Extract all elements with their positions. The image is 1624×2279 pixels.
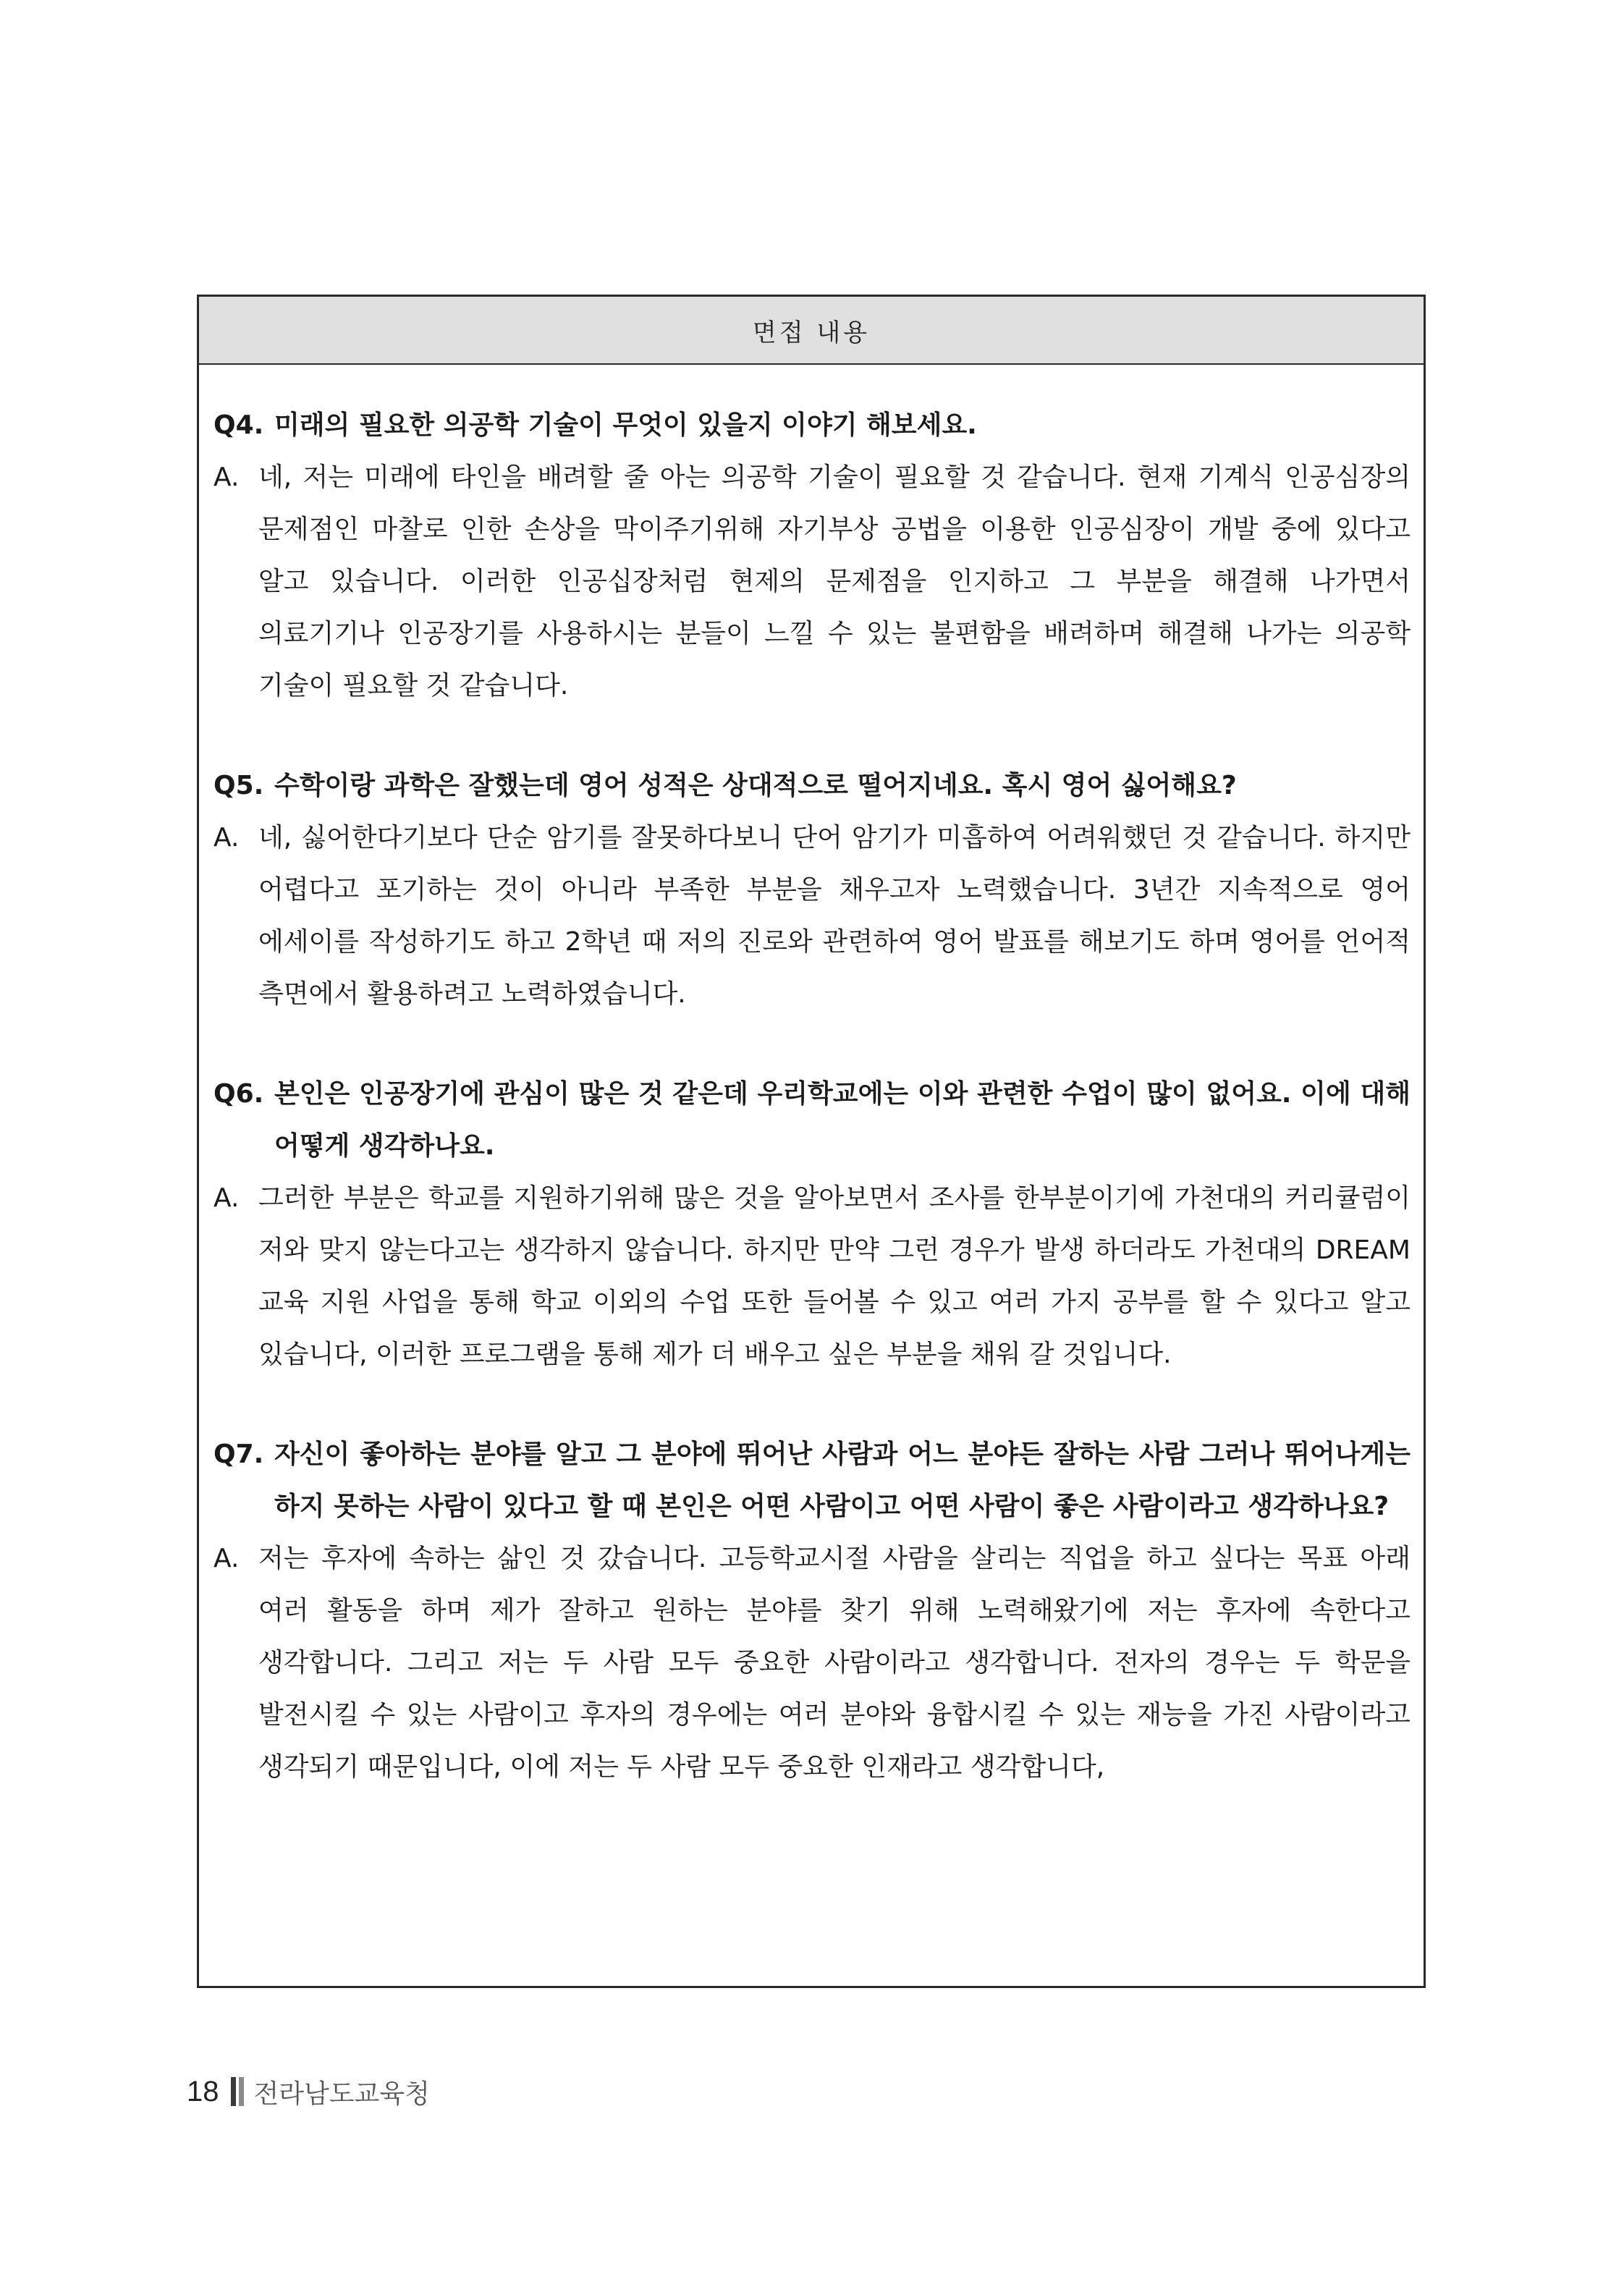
question-row xyxy=(213,760,1411,812)
question-text: 미래의 필요한 의공학 기술이 무엇이 있을지 이야기 해보세요. xyxy=(274,410,977,440)
answer-marker: A. xyxy=(213,1183,240,1213)
answer-marker: A. xyxy=(213,1544,240,1573)
qa-item-q5 xyxy=(213,760,1411,1020)
answer-marker: A. xyxy=(213,462,240,492)
page-number: 18 xyxy=(187,2075,219,2107)
answer-text: 네, 싫어한다기보다 단순 암기를 잘못하다보니 단어 암기가 미흡하여 어려워했던 것 같습니다. 하지만 어렵다고 포기하는 것이 아니라 부족한 부분을 채우고자 노력했습니다. 3년간 지속적으로 영어 에세이를 작성하기도 하고 2학년 때 저의 진로와 관련하여 영어 발표를 해보기도 하며 영어를 언어적 측면에서 활용하려고 노력하였습니다. xyxy=(258,823,1411,1009)
question-row xyxy=(213,399,1411,452)
answer-row xyxy=(213,1172,1411,1381)
answer-text: 그러한 부분은 학교를 지원하기위해 많은 것을 알아보면서 조사를 한부분이기에 가천대의 커리큘럼이 저와 맞지 않는다고는 생각하지 않습니다. 하지만 만약 그런 경우가 발생 하더라도 가천대의 DREAM 교육 지원 사업을 통해 학교 이외의 수업 또한 들어볼 수 있고 여러 가지 공부를 할 수 있다고 알고 있습니다, 이러한 프로그램을 통해 제가 더 배우고 싶은 부분을 채워 갈 것입니다. xyxy=(258,1183,1411,1369)
organization-name: 전라남도교육청 xyxy=(253,2078,430,2108)
question-row xyxy=(213,1429,1411,1533)
table-header: 면접 내용 xyxy=(199,297,1424,365)
divider-bar xyxy=(239,2077,244,2106)
qa-item-q6 xyxy=(213,1068,1411,1381)
question-number: Q4. xyxy=(213,410,264,440)
qa-item-q4 xyxy=(213,399,1411,712)
page-footer xyxy=(187,2071,430,2112)
question-row xyxy=(213,1068,1411,1172)
answer-row xyxy=(213,812,1411,1020)
answer-text: 저는 후자에 속하는 삶인 것 갔습니다. 고등학교시절 사람을 살리는 직업을 하고 싶다는 목표 아래 여러 활동을 하며 제가 잘하고 원하는 분야를 찾기 위해 노력해왔기에 저는 후자에 속한다고 생각합니다. 그리고 저는 두 사람 모두 중요한 사람이라고 생각합니다. 전자의 경우는 두 학문을 발전시킬 수 있는 사람이고 후자의 경우에는 여러 분야와 융합시킬 수 있는 재능을 가진 사람이라고 생각되기 때문입니다, 이에 저는 두 사람 모두 중요한 인재라고 생각합니다, xyxy=(258,1544,1411,1782)
question-number: Q7. xyxy=(213,1439,264,1469)
question-text: 수학이랑 과학은 잘했는데 영어 성적은 상대적으로 떨어지네요. 혹시 영어 싫어해요? xyxy=(274,771,1237,800)
question-text: 자신이 좋아하는 분야를 알고 그 분야에 뛰어난 사람과 어느 분야든 잘하는 사람 그러나 뛰어나게는 하지 못하는 사람이 있다고 할 때 본인은 어떤 사람이고 어떤 사람이 좋은 사람이라고 생각하나요? xyxy=(274,1439,1411,1521)
interview-content xyxy=(199,365,1424,1793)
answer-marker: A. xyxy=(213,823,240,853)
answer-text: 네, 저는 미래에 타인을 배려할 줄 아는 의공학 기술이 필요할 것 같습니다. 현재 기계식 인공심장의 문제점인 마찰로 인한 손상을 막이주기위해 자기부상 공법을 이용한 인공심장이 개발 중에 있다고 알고 있습니다. 이러한 인공십장처럼 현제의 문제점을 인지하고 그 부분을 해결해 나가면서 의료기기나 인공장기를 사용하시는 분들이 느낄 수 있는 불편함을 배려하며 해결해 나가는 의공학 기술이 필요할 것 같습니다. xyxy=(258,462,1411,701)
interview-table xyxy=(197,295,1426,1988)
divider-bar xyxy=(231,2077,236,2106)
question-text: 본인은 인공장기에 관심이 많은 것 같은데 우리학교에는 이와 관련한 수업이 많이 없어요. 이에 대해 어떻게 생각하나요. xyxy=(274,1079,1411,1161)
question-number: Q6. xyxy=(213,1079,264,1109)
qa-item-q7 xyxy=(213,1429,1411,1793)
answer-row xyxy=(213,1533,1411,1793)
answer-row xyxy=(213,452,1411,712)
footer-divider-bars xyxy=(231,2077,244,2106)
question-number: Q5. xyxy=(213,771,264,800)
